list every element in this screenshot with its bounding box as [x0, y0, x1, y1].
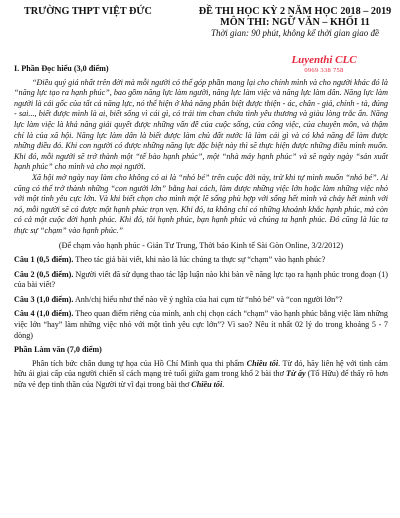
question-1-text: Theo tác giả bài viết, khi nào là lúc chúng ta thực sự “chạm” vào hạnh phúc?	[73, 255, 326, 265]
question-1	[14, 255, 388, 266]
exam-title: ĐỀ THI HỌC KỲ 2 NĂM HỌC 2018 – 2019	[198, 6, 392, 17]
school-name: TRƯỜNG THPT VIỆT ĐỨC	[24, 6, 152, 17]
work-title-3: Chiều tối	[191, 380, 223, 390]
section-reading-title: I. Phần Đọc hiểu (3,0 điểm)	[14, 64, 109, 73]
work-title-2: Từ ấy	[286, 369, 306, 379]
question-4-label: Câu 4 (1,0 điểm).	[14, 309, 74, 319]
writing-text-b: . Từ đó, hãy liên hệ với tình cảm hữu ái giai cấp của người chiến sĩ cách mạng trẻ tuổi giữa gam trong khổ 2 bài thơ	[14, 358, 388, 379]
writing-text-c: (Tố Hữu) để thấy rõ hơn nữa vẻ đẹp tinh thần của Người từ vĩ đại trong bài thơ	[14, 369, 388, 390]
question-3	[14, 295, 388, 306]
question-4-text: Theo quan điểm riêng của mình, anh chị chọn cách “chạm” vào hạnh phúc bằng việc làm những việc lớn “hay” làm những việc nhỏ với một tình yêu cực lớn”? Vì sao? Nêu ít nhất 02 lý do trong khoảng 5 - 7 dòng)	[14, 309, 388, 340]
question-3-label: Câu 3 (1,0 điểm).	[14, 294, 74, 304]
document-header	[10, 6, 392, 46]
question-4	[14, 309, 388, 341]
passage-paragraph-2: Xã hội mở ngày nay làm cho không có ai là “nhỏ bé” trên cuộc đời này, trừ khi tự mình muốn “nhỏ bé”. Ai cũng có thể trở thành những “con người lớn” bằng hai cách, làm được những việc lớn hoặc làm những việc nhỏ với một tình yêu cực lớn. Và khi biết chọn cho mình một lẽ sống phù hợp với sống hết mình và cháy hết mình với nó, mỗi người sẽ có được một hạnh phúc trọn vẹn. Khi đó, ta không chỉ có những khoảnh khắc hạnh phúc, mà còn có cả một cuộc đời hạnh phúc. Khi đó, tôi hạnh phúc, bạn hạnh phúc và chúng ta hạnh phúc. Đó cũng là lúc ta thực sự “chạm” vào hạnh phúc.”	[14, 172, 388, 235]
passage-source: (Để chạm vào hạnh phúc - Giản Tư Trung, Thời báo Kinh tế Sài Gòn Online, 3/2/2012)	[58, 240, 344, 250]
exam-info	[198, 6, 392, 39]
logo-brand: Luyenthi CLC	[291, 54, 357, 66]
writing-prompt	[14, 359, 388, 391]
question-3-text: Anh/chị hiểu như thế nào về ý nghĩa của hai cụm từ “nhỏ bé” và “con người lớn”?	[73, 294, 343, 304]
question-2	[14, 270, 388, 291]
logo-phone: 0969 338 758	[304, 67, 344, 74]
work-title-1: Chiều tối	[246, 358, 279, 368]
question-1-label: Câu 1 (0,5 điểm).	[14, 255, 74, 265]
exam-content	[14, 62, 388, 391]
question-2-text: Người viết đã sử dụng thao tác lập luận nào khi bàn về năng lực tạo ra hạnh phúc trong đoạn (1) của bài viết?	[14, 269, 389, 290]
question-2-label: Câu 2 (0,5 điểm).	[14, 269, 74, 279]
time-note: Thời gian: 90 phút, không kể thời gian giao đề	[210, 28, 380, 38]
section-writing-title: Phần Làm văn (7,0 điểm)	[14, 345, 102, 355]
passage-paragraph-1: “Điều quý giá nhất trên đời mà mỗi người có thể góp phần mang lại cho chính mình và cho người khác đó là “năng lực tạo ra hạnh phúc”, bao gồm năng lực làm người, năng lực làm việc và năng lực làm dân. Năng lực làm người là cái gốc của tất cả năng lực, nó thể hiện ở khả năng phân biệt được thiện - ác, chân - giả, chính - tà, đúng - sai..., biết được mình là ai, biết sống vì cái gì, có trái tim chan chứa tình yêu thương và giàu lòng trắc ẩn. Năng lực làm việc là khả năng giải quyết được những vấn đề của cuộc sống, của công việc, của chuyên môn, và thậm chí là của xã hội. Năng lực làm dân là biết được làm chủ đất nước là làm cái gì và có khả năng để làm được những điều đó. Khi con người có được những năng lực đặc biệt này thì sẽ thực hiện được những điều mình muốn. Khi đó, mỗi người sẽ trở thành một “tế bào hạnh phúc”, một “nhà máy hạnh phúc” và sẽ ngày ngày “sản xuất hạnh phúc” cho mình và cho mọi người.	[14, 77, 388, 172]
exam-subject: MÔN THI: NGỮ VĂN – KHỐI 11	[220, 17, 370, 28]
writing-text-a: Phân tích bức chân dung tự họa của Hồ Chí Minh qua thi phẩm	[32, 358, 247, 368]
writing-text-d: .	[222, 380, 225, 390]
